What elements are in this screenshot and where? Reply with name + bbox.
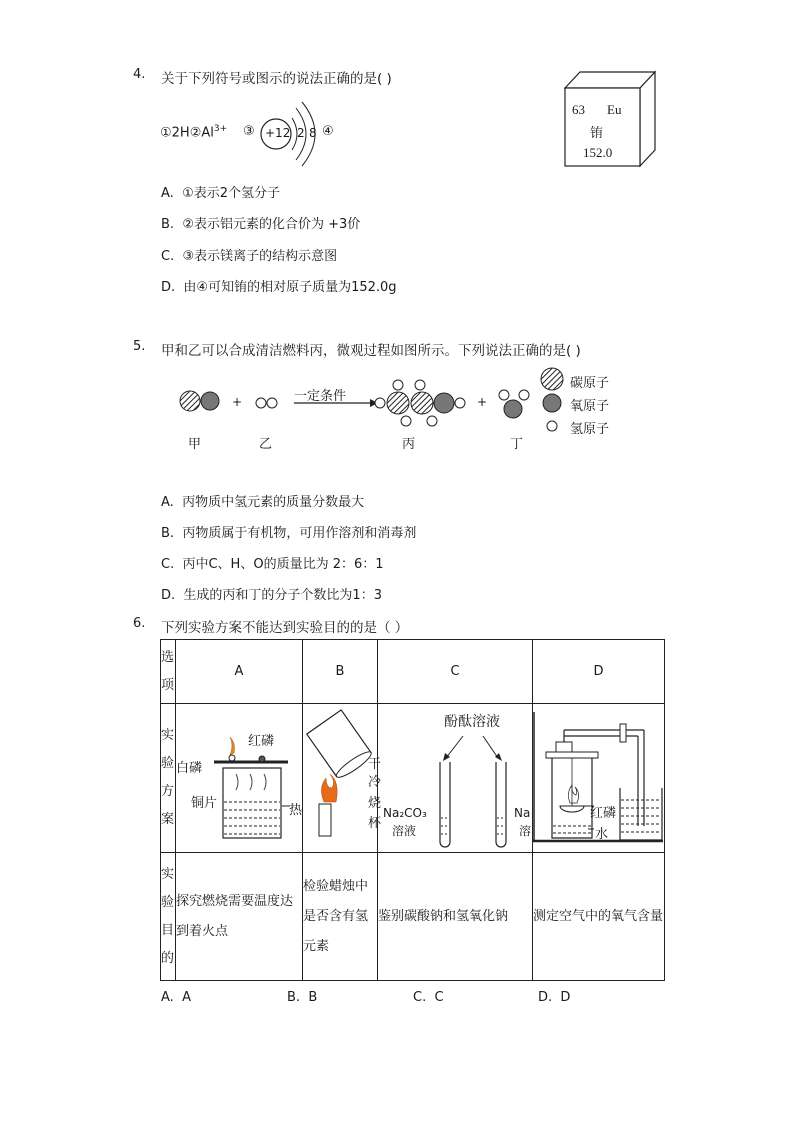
q4-sym-3: ③ [243,124,255,139]
atom-shell2-count: 8 [309,126,317,140]
candle-flame-icon [321,774,337,802]
q6-answer-a: A. A [161,990,191,1005]
q4-sym-sup: 3+ [213,124,228,134]
label-c-reagent: 酚酞溶液 [444,714,500,730]
label-a-red-p: 红磷 [248,734,275,749]
q4-option-a: A. ①表示2个氢分子 [161,186,280,201]
legend-oxygen-icon [543,394,561,412]
purpose-b: 检验蜡烛中是否含有氢元素 [303,878,369,954]
legend-carbon-icon [541,368,563,390]
element-mass: 152.0 [583,145,613,160]
legend-hydrogen-icon [547,421,557,431]
purpose-c: 鉴别碳酸钠和氢氧化钠 [378,908,509,924]
q4-stem: 关于下列符号或图示的说法正确的是( ) [161,71,392,87]
q6-number: 6. [133,616,146,631]
label-b-cut2: 冷 [368,775,382,790]
legend-hydrogen: 氢原子 [570,422,610,437]
q5-option-b: B. 丙物质属于有机物，可用作溶剂和消毒剂 [161,526,417,541]
label-b-cut1: 干 [368,757,382,772]
q6-answer-c: C. C [413,990,444,1005]
row-head-method: 实 验 方 案 [161,704,176,853]
cold-dry-beaker [307,710,371,777]
col-head-b: B [303,640,378,704]
purpose-a: 探究燃烧需要温度达到着火点 [176,893,294,939]
label-b-cut4: 杯 [368,816,382,831]
row-head-purpose: 实 验 目 的 [161,853,176,981]
apparatus-b [302,706,382,846]
label-a-hot: 热 [289,803,303,818]
q5-option-c: C. 丙中C、H、O的质量比为 2：6：1 [161,557,384,572]
q6-stem: 下列实验方案不能达到实验目的的是（ ） [161,620,409,636]
label-c-na2co3: Na₂CO₃ [383,806,427,820]
q5-stem: 甲和乙可以合成清洁燃料丙，微观过程如图所示。下列说法正确的是( ) [161,343,581,359]
clamp-icon [620,724,626,742]
col-head-c: C [378,640,533,704]
q4-option-d: D. 由④可知铕的相对原子质量为152.0g [161,280,397,295]
label-a-copper: 铜片 [191,796,218,811]
label-d-red-p: 红磷 [590,806,617,821]
label-jia: 甲 [188,437,202,452]
q5-number: 5. [133,339,146,354]
legend-carbon: 碳原子 [570,376,610,391]
q5-plus-2: + [477,395,488,409]
atom-nucleus-charge: +12 [265,126,291,140]
label-c-solution: 溶液 [392,824,417,838]
purpose-d: 测定空气中的氧气含量 [533,908,664,924]
label-d-water: 水 [595,827,609,842]
molecule-bing [375,380,465,426]
label-bing: 丙 [402,437,416,452]
legend-oxygen: 氧原子 [570,399,610,414]
q4-number: 4. [133,67,146,82]
q5-option-a: A. 丙物质中氢元素的质量分数最大 [161,495,365,510]
atom-shell1-count: 2 [297,126,305,140]
q4-symbols [160,124,227,140]
q4-option-c: C. ③表示镁离子的结构示意图 [161,249,338,264]
col-head-a: A [176,640,303,704]
q5-option-d: D. 生成的丙和丁的分子个数比为1：3 [161,588,382,603]
apparatus-a [178,710,298,850]
q4-sym-4: ④ [322,124,334,139]
label-yi: 乙 [259,437,273,452]
row-head-options: 选 项 [161,640,176,704]
element-name: 铕 [590,126,604,141]
element-symbol: Eu [607,102,622,117]
label-ding: 丁 [510,437,524,452]
label-b-cut3: 烧 [368,796,382,811]
col-head-d: D [533,640,665,704]
candle [319,804,331,836]
q4-sym-prefix: ①2H②Al [160,125,214,141]
q6-answer-b: B. B [287,990,318,1005]
label-c-rong-cut: 溶 [519,824,532,838]
q4-option-b: B. ②表示铝元素的化合价为 +3价 [161,217,361,232]
flame-white-p [230,737,235,755]
element-number: 63 [572,102,585,117]
q5-condition: 一定条件 [294,389,347,404]
label-a-white-p: 白磷 [176,761,203,776]
molecule-jia [180,391,219,411]
q6-answer-d: D. D [538,990,571,1005]
stopper [556,742,572,752]
q5-plus-1: + [232,395,243,409]
molecule-ding [499,390,529,418]
molecule-yi [256,398,277,408]
label-c-na-cut: Na [514,806,531,820]
